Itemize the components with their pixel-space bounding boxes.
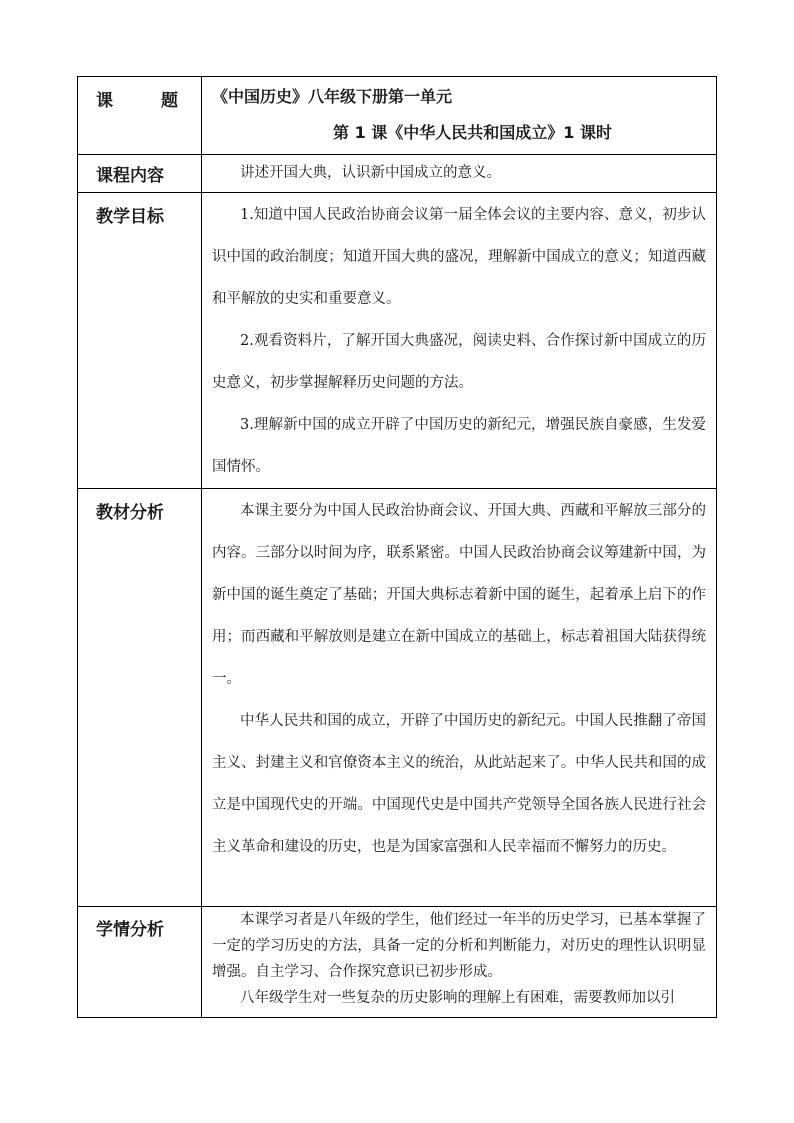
analysis-cell — [202, 489, 717, 907]
title-label-char-2: 题 — [161, 91, 178, 111]
analysis-row — [78, 489, 717, 907]
students-row — [78, 907, 717, 1018]
analysis-label: 教材分析 — [78, 489, 202, 907]
students-paragraph-1: 本课学习者是八年级的学生，他们经过一年半的历史学习，已基本掌握了一定的学习历史的方法，具备一定的分析和判断能力，对历史的理性认识明显增强。自主学习、合作探究意识已初步形成。 — [212, 912, 706, 980]
students-paragraph-2: 八年级学生对一些复杂的历史影响的理解上有困难，需要教师加以引 — [240, 990, 675, 1006]
title-label — [78, 77, 202, 155]
content-text: 讲述开国大典，认识新中国成立的意义。 — [240, 165, 501, 181]
title-cell — [202, 77, 717, 155]
students-text-wrap — [212, 907, 706, 1017]
goals-row — [78, 193, 717, 489]
goal-paragraph-3: 3.理解新中国的成立开辟了中国历史的新纪元，增强民族自豪感，生发爱国情怀。 — [212, 417, 706, 475]
content-cell — [202, 155, 717, 193]
students-cell — [202, 907, 717, 1018]
goals-label: 教学目标 — [78, 193, 202, 489]
title-label-char-1: 课 — [96, 91, 113, 111]
goal-paragraph-2: 2.观看资料片，了解开国大典盛况，阅读史料、合作探讨新中国成立的历史意义，初步掌握解释历史问题的方法。 — [212, 333, 706, 391]
analysis-paragraph-1: 本课主要分为中国人民政治协商会议、开国大典、西藏和平解放三部分的内容。三部分以时间为序，联系紧密。中国人民政治协商会议筹建新中国，为新中国的诞生奠定了基础；开国大典标志着新中国的诞生，起着承上启下的作用；而西藏和平解放则是建立在新中国成立的基础上，标志着祖国大陆获得统一。 — [212, 503, 706, 687]
lesson-title: 第 1 课《中华人民共和国成立》1 课时 — [333, 123, 612, 142]
title-row — [78, 77, 717, 155]
content-label: 课程内容 — [78, 155, 202, 193]
students-label: 学情分析 — [78, 907, 202, 1018]
goals-cell — [202, 193, 717, 489]
content-row — [78, 155, 717, 193]
unit-title: 《中国历史》八年级下册第一单元 — [212, 87, 453, 106]
analysis-paragraph-2: 中华人民共和国的成立，开辟了中国历史的新纪元。中国人民推翻了帝国主义、封建主义和官僚资本主义的统治，从此站起来了。中华人民共和国的成立是中国现代史的开端。中国现代史是中国共产党领导全国各族人民进行社会主义革命和建设的历史，也是为国家富强和人民幸福而不懈努力的历史。 — [212, 713, 706, 855]
goal-paragraph-1: 1.知道中国人民政治协商会议第一届全体会议的主要内容、意义，初步认识中国的政治制度；知道开国大典的盛况，理解新中国成立的意义；知道西藏和平解放的史实和重要意义。 — [212, 207, 706, 307]
lesson-plan-table — [77, 76, 717, 1018]
